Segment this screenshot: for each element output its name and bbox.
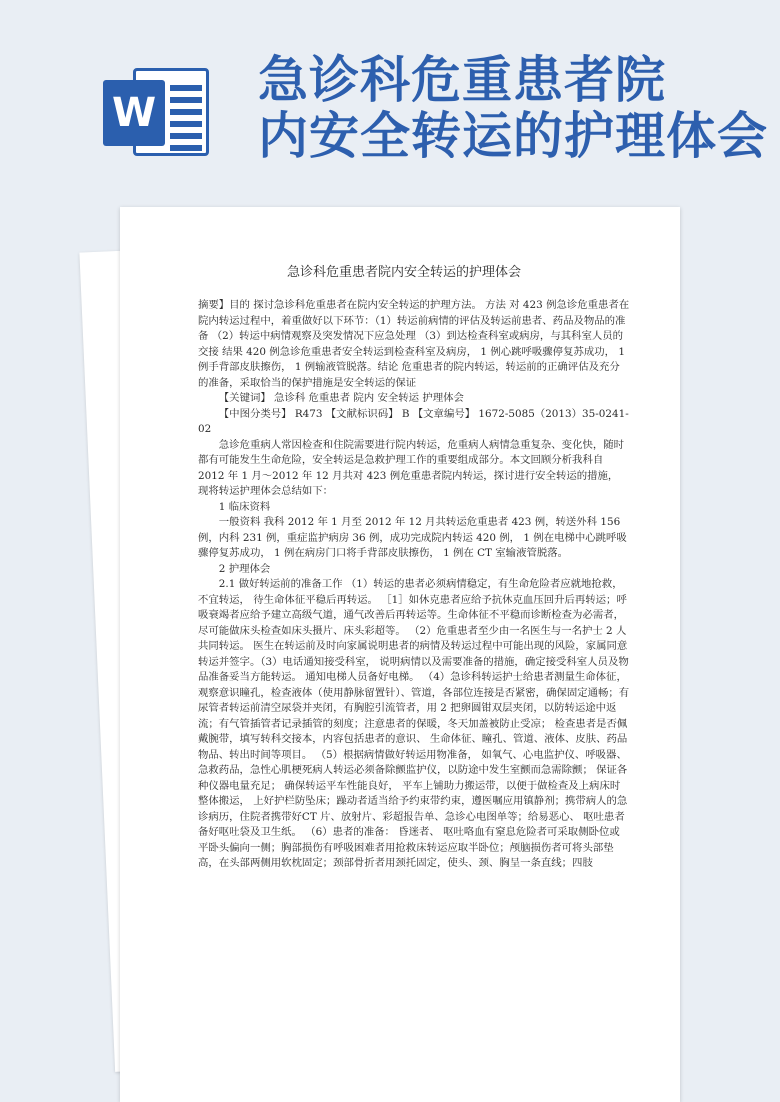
section2-heading: 2 护理体会 bbox=[218, 562, 271, 575]
section2-paragraph: 2.1 做好转运前的准备工作 （1）转运的患者必须病情稳定，有生命危险者应就地抢救，不宜转运， 待生命体征平稳后再转运。 ［1］如休克患者应给予抗休克血压回升后再转运；呼吸衰竭者应给予建立高级气道，通气改善后再转运等。生命体征不平稳而诊断检查为必需者， 尽可能做床头检查如床头摄片、床头彩超等。 （2）危重患者至少由一名医生与一名护士 2 人共同转运。 医生在转运前及时向家属说明患者的病情及转运过程中可能出现的风险，家属同意转运并签字。（3）电话通知接受科室， 说明病情以及需要准备的措施，确定接受科室人员及物品准备妥当方能转运。 通知电梯人员备好电梯。 （4）急诊科转运护士给患者测量生命体征，观察意识瞳孔，检查液体（使用静脉留置针）、管道，各部位连接是否紧密，确保固定通畅；有尿管者转运前清空尿袋并夹闭，有胸腔引流管者，用 2 把卵圆钳双层夹闭，以防转运途中返流；有气管插管者记录插管的刻度；注意患者的保暖，冬天加盖被防止受凉； 检查患者是否佩戴腕带，填写转科交接本，内容包括患者的意识、 生命体征、瞳孔、管道、液体、皮肤、药品物品、转出时间等项目。 （5）根据病情做好转运用物准备， 如氧气、心电监护仪、呼吸器、急救药品，急性心肌梗死病人转运必须备除颤监护仪，以防途中发生室颤而急需除颤； 保证各种仪器电量充足； 确保转运平车性能良好， 平车上铺助力搬运带，以便于做检查及上病床时整体搬运， 上好护栏防坠床；躁动者适当给予约束带约束，遵医嘱应用镇静剂；携带病人的急诊病历，住院者携带好CT 片、放射片、彩超报告单、急诊心电图单等；给易恶心、 呕吐患者备好呕吐袋及卫生纸。 （6）患者的准备： 昏迷者、 呕吐咯血有窒息危险者可采取侧卧位或平卧头偏向一侧；胸部损伤有呼吸困难者用抢救床转运应取半卧位；颅脑损伤者可将头部垫高，在头部两侧用软枕固定；颈部骨折者用颈托固定，使头、颈、胸呈一条直线；四肢 bbox=[198, 578, 630, 869]
word-document-icon bbox=[103, 62, 213, 160]
classification-line: 【中图分类号】 R473 【文献标识码】 B 【文章编号】 1672-5085（2013）35-0241-02 bbox=[198, 407, 629, 435]
document-title: 急诊科危重患者院内安全转运的护理体会 bbox=[286, 265, 521, 280]
section1-paragraph: 一般资料 我科 2012 年 1 月至 2012 年 12 月共转运危重患者 423 例，转送外科 156 例，内科 231 例，重症监护病房 36 例，成功完成院内转运 420 例， 1 例在电梯中心跳呼吸骤停复苏成功， 1 例在病房门口将手背部皮肤擦伤， 1 例在 CT 室输液管脱落。 bbox=[198, 516, 627, 559]
banner-title-line1: 急诊科危重患者院 bbox=[258, 51, 666, 109]
section1-heading: 1 临床资料 bbox=[218, 500, 271, 513]
banner bbox=[0, 0, 780, 200]
document-page bbox=[120, 207, 680, 1102]
intro-paragraph: 急诊危重病人常因检查和住院需要进行院内转运，危重病人病情急重复杂、变化快，随时都有可能发生生命危险，安全转运是急救护理工作的重要组成部分。本文回顾分析我科自 2012 年 1 月～2012 年 12 月共对 423 例危重患者院内转运，探讨进行安全转运的措施， 现将转运护理体会总结如下： bbox=[198, 438, 625, 497]
abstract-paragraph: 摘要】目的 探讨急诊科危重患者在院内安全转运的护理方法。 方法 对 423 例急诊危重患者在院内转运过程中，着重做好以下环节：（1）转运前病情的评估及转运前患者、药品及物品的准备 （2）转运中病情观察及突发情况下应急处理 （3）到达检查科室或病房，与其科室人员的交接 结果 420 例急诊危重患者安全转运到检查科室及病房， 1 例心跳呼吸骤停复苏成功， 1 例手背部皮肤擦伤， 1 例输液管脱落。结论 危重患者的院内转运，转运前的正确评估及充分的准备，采取恰当的保护措施是安全转运的保证 bbox=[198, 299, 630, 389]
word-logo-letter: W bbox=[103, 80, 165, 146]
banner-title bbox=[258, 52, 778, 164]
keywords-line: 【关键词】 急诊科 危重患者 院内 安全转运 护理体会 bbox=[218, 392, 464, 404]
banner-title-line2: 内安全转运的护理体会 bbox=[258, 107, 768, 165]
